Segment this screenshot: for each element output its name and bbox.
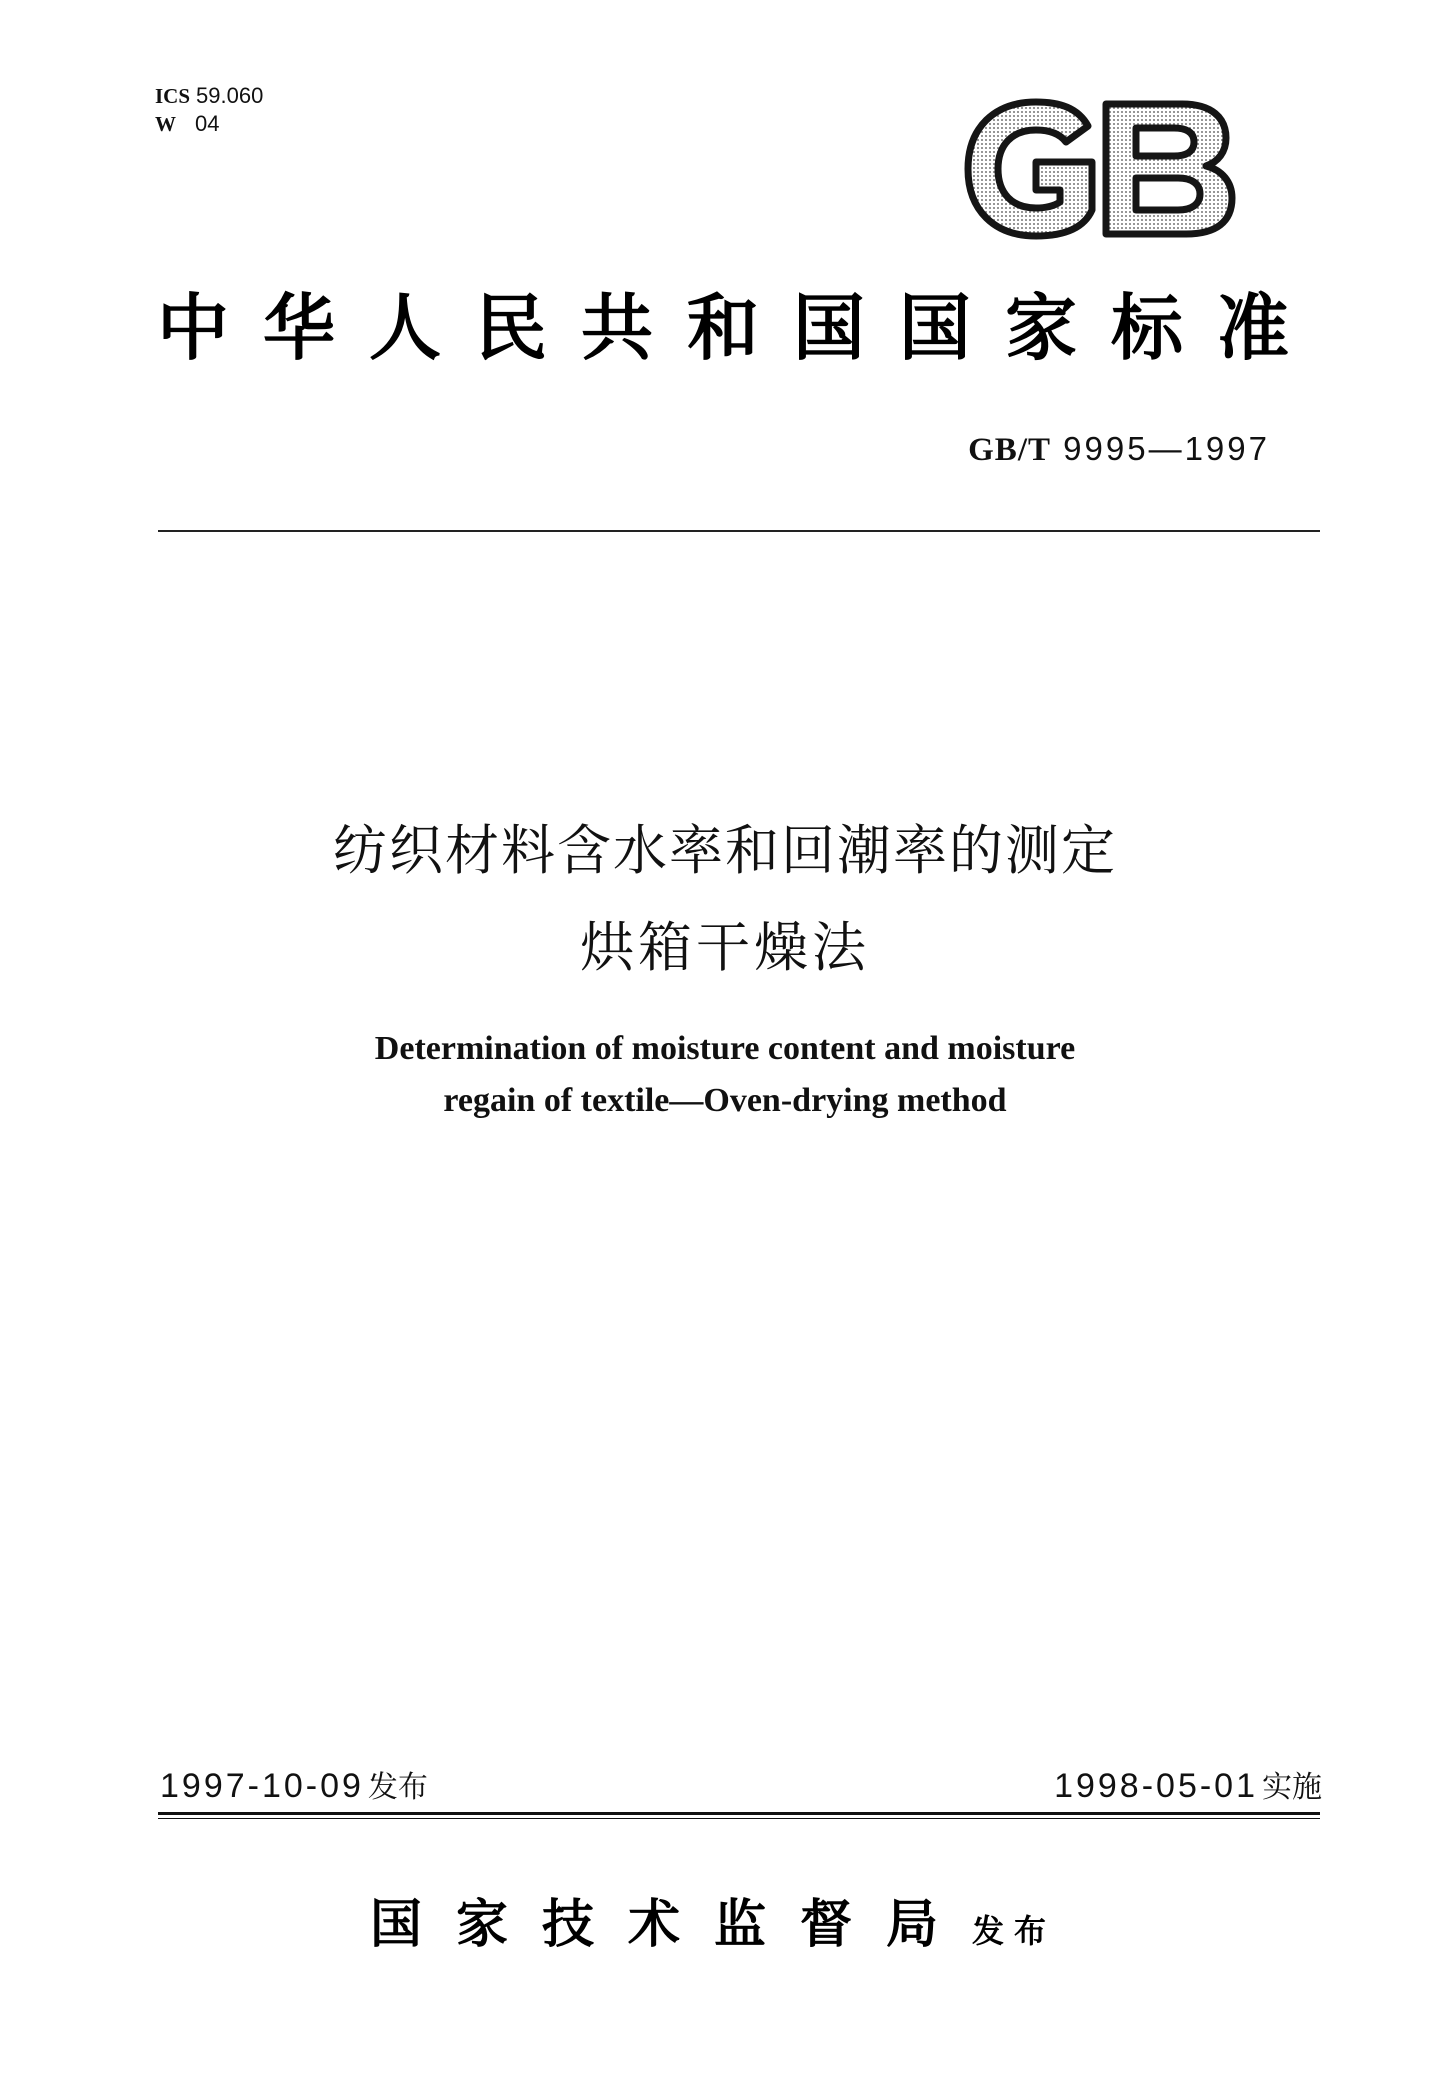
issue-label: 发布 bbox=[367, 1770, 428, 1805]
title-en-line2: regain of textile—Oven-drying method bbox=[443, 1082, 1007, 1119]
standard-number bbox=[968, 430, 1270, 469]
publisher-action: 发布 bbox=[972, 1912, 1057, 1950]
publisher-name: 国家技术监督局 bbox=[370, 1894, 973, 1955]
header-divider bbox=[158, 530, 1320, 532]
issue-date-value: 1997-10-09 bbox=[160, 1767, 364, 1805]
logo-letter-g bbox=[968, 102, 1092, 236]
implementation-date bbox=[1054, 1762, 1322, 1806]
title-en-line1: Determination of moisture content and moisture bbox=[374, 1030, 1076, 1067]
ccs-value: 04 bbox=[195, 111, 220, 136]
issue-date bbox=[160, 1762, 428, 1806]
national-standard-title: 中华人民共和国国家标准 bbox=[156, 286, 1323, 370]
standard-number-prefix: GB/T bbox=[968, 432, 1051, 468]
standard-number-value: 9995—1997 bbox=[1063, 430, 1270, 467]
publisher bbox=[370, 1882, 1056, 1957]
ics-code bbox=[155, 82, 263, 110]
gb-logo bbox=[960, 98, 1238, 240]
ccs-code bbox=[155, 110, 263, 138]
classification-codes bbox=[155, 82, 263, 138]
footer-divider bbox=[158, 1812, 1320, 1819]
title-zh-line1: 纺织材料含水率和回潮率的测定 bbox=[333, 819, 1117, 882]
implementation-label: 实施 bbox=[1262, 1770, 1322, 1805]
ics-value: 59.060 bbox=[196, 83, 264, 108]
logo-letter-b bbox=[1106, 104, 1232, 234]
ccs-label: W bbox=[155, 112, 176, 136]
title-zh-line2: 烘箱干燥法 bbox=[580, 916, 870, 979]
ics-label: ICS bbox=[155, 84, 191, 108]
implementation-date-value: 1998-05-01 bbox=[1054, 1767, 1258, 1805]
